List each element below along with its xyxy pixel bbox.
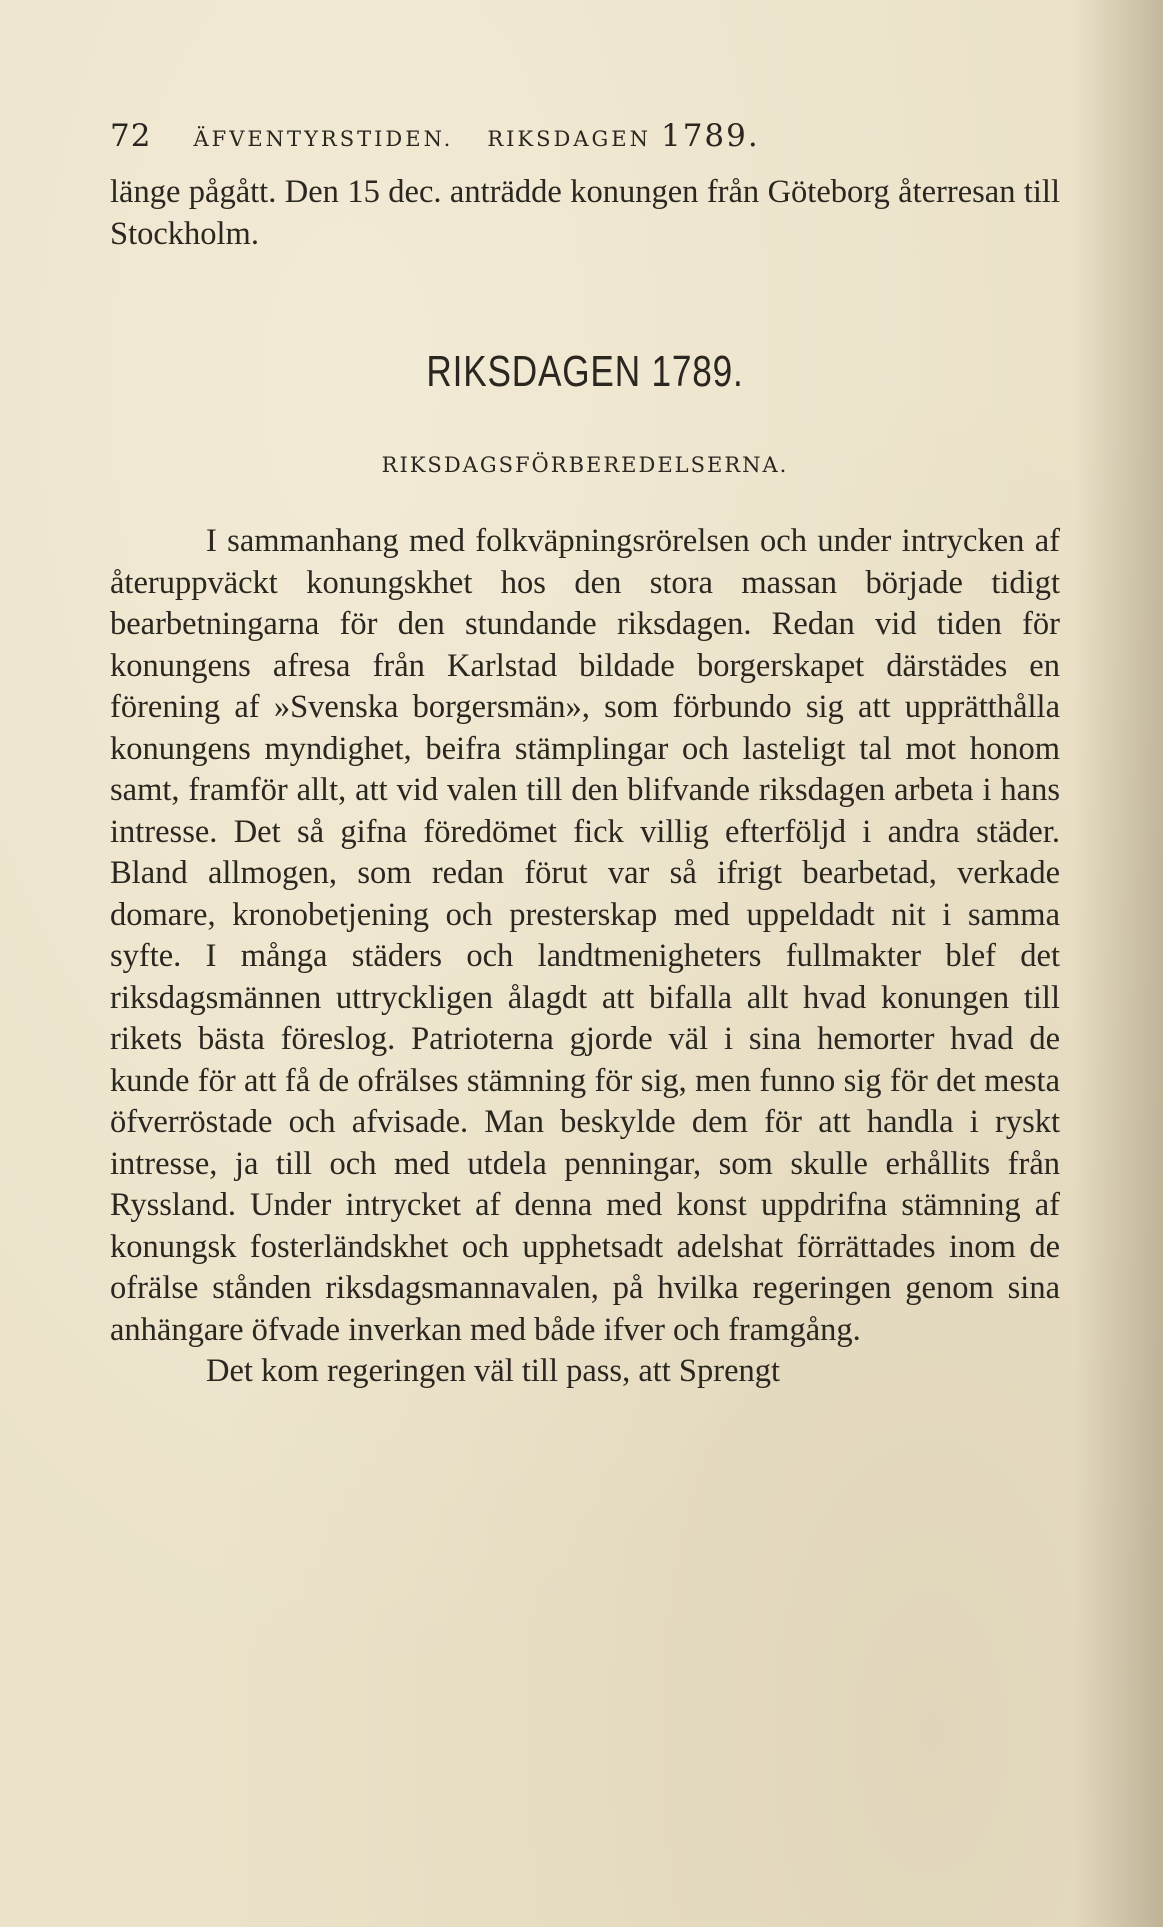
continued-text: länge pågått. Den 15 dec. anträdde konungen från Göteborg återresan till Stockholm. [110,174,1060,252]
running-head-year: 1789. [660,118,760,154]
section-title: RIKSDAGSFÖRBEREDELSERNA. [381,453,789,477]
running-head-title: ÄFVENTYRSTIDEN. [193,127,454,151]
running-head [110,118,1060,158]
page-number: 72 [110,118,152,154]
book-page [110,118,1060,1393]
paragraph: Det kom regeringen väl till pass, att Sprengt [206,1353,781,1389]
paragraph: I sammanhang med folkväpningsrörelsen och under intrycken af återuppväckt konungskhet hos den stora massan började tidigt bearbetningarna för den stundande riksdagen. Redan vid tiden för konungens afresa från Karlstad bildade borgerskapet därstädes en förening af »Svenska borgersmän», som förbundo sig att upprätthålla konungens myndighet, beifra stämplingar och lasteligt tal mot honom samt, framför allt, att vid valen till den blifvande riksdagen arbeta i hans intresse. Det så gifna föredömet fick villig efterföljd i andra städer. Bland allmogen, som redan förut var så ifrigt bearbetad, verkade domare, kronobetjening och presterskap med uppeldadt nit i samma syfte. I många städers och landtmenigheters fullmakter blef det riksdagsmännen uttryckligen ålagdt att bifalla allt hvad konungen till rikets bästa föreslog. Patrioterna gjorde väl i sina hemorter hvad de kunde för att få de ofrälses stämning för sig, men funno sig för det mesta öfverröstade och afvisade. Man beskylde dem för att handla i ryskt intresse, ja till och med utdela penningar, som skulle erhållits från Ryssland. Under intrycket af denna med konst uppdrifna stämning af konungsk fosterländskhet och upphetsadt adelshat förrättades inom de ofrälse stånden riksdagsmannavalen, på hvilka regeringen genom sina anhängare öfvade inverkan med både ifver och framgång. [110,523,1060,1348]
page-edge-shadow [1073,0,1163,1927]
running-head-subtitle: RIKSDAGEN [487,127,651,151]
chapter-title: RIKSDAGEN 1789. [426,347,744,396]
